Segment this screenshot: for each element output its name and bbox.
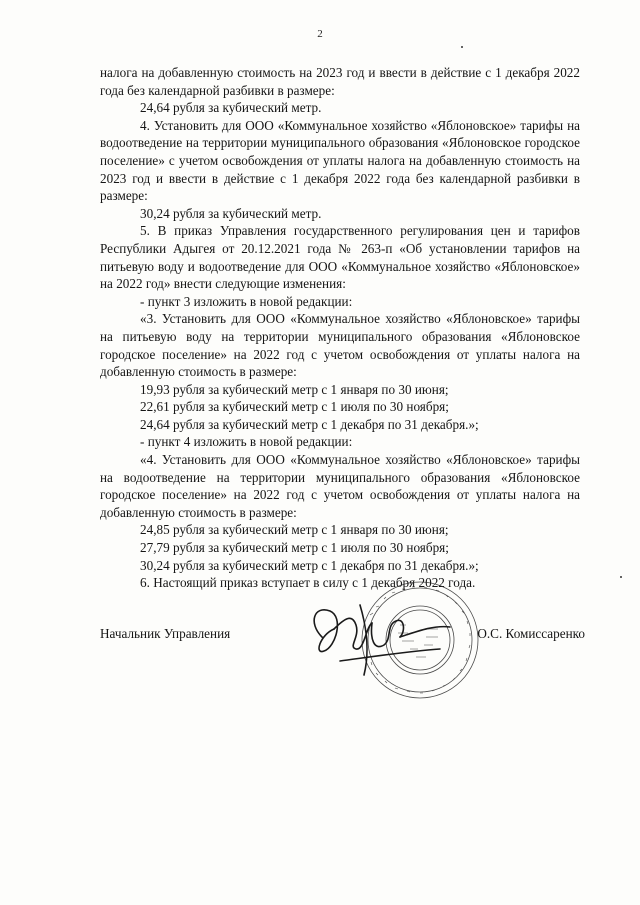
scan-speck (461, 46, 463, 48)
page-number: 2 (317, 28, 323, 40)
paragraph: 19,93 рубля за кубический метр с 1 января по 30 июня; (140, 381, 449, 397)
paragraph: налога на добавленную стоимость на 2023 год и ввести в действие с 1 декабря 2022 года без календарной разбивки в размере: (100, 65, 580, 98)
paragraph: 24,85 рубля за кубический метр с 1 января по 30 июня; (140, 522, 449, 538)
paragraph: «3. Установить для ООО «Коммунальное хозяйство «Яблоновское» тарифы на питьевую воду на территории муниципального образования «Яблоновское городское поселение» на 2022 год с учетом освобождения от уплаты налога на добавленную стоимость в размере: (100, 311, 580, 380)
paragraph: 6. Настоящий приказ вступает в силу с 1 декабря 2022 года. (140, 575, 476, 591)
paragraph: - пункт 3 изложить в новой редакции: (140, 293, 353, 309)
paragraph: 30,24 рубля за кубический метр. (140, 205, 322, 221)
paragraph: 27,79 рубля за кубический метр с 1 июля по 30 ноября; (140, 540, 449, 556)
paragraph: 22,61 рубля за кубический метр с 1 июля по 30 ноября; (140, 399, 449, 415)
scan-speck (620, 576, 622, 578)
signer-position: Начальник Управления (100, 626, 231, 641)
document-body (100, 64, 580, 592)
paragraph: 24,64 рубля за кубический метр. (140, 100, 322, 116)
signer-name: О.С. Комиссаренко (477, 626, 585, 641)
paragraph: «4. Установить для ООО «Коммунальное хозяйство «Яблоновское» тарифы на водоотведение на территории муниципального образования «Яблоновское городское поселение» на 2022 год с учетом освобождения от уплаты налога на добавленную стоимость в размере: (100, 452, 580, 520)
paragraph: 4. Установить для ООО «Коммунальное хозяйство «Яблоновское» тарифы на водоотведение на территории муниципального образования «Яблоновское городское поселение» с учетом освобождения от уплаты налога на добавленную стоимость на 2023 год и ввести в действие с 1 декабря 2022 года без календарной разбивки в размере: (100, 117, 580, 204)
official-stamp-and-signature (300, 565, 500, 725)
paragraph: 30,24 рубля за кубический метр с 1 декабря по 31 декабря.»; (140, 557, 479, 573)
paragraph: - пункт 4 изложить в новой редакции: (140, 434, 353, 450)
paragraph: 5. В приказ Управления государственного регулирования цен и тарифов Республики Адыгея от 20.12.2021 года № 263-п «Об установлении тарифов на питьевую воду и водоотведение для ООО «Коммунальное хозяйство «Яблоновское» на 2022 год» внести следующие изменения: (100, 223, 580, 292)
paragraph: 24,64 рубля за кубический метр с 1 декабря по 31 декабря.»; (140, 416, 479, 432)
